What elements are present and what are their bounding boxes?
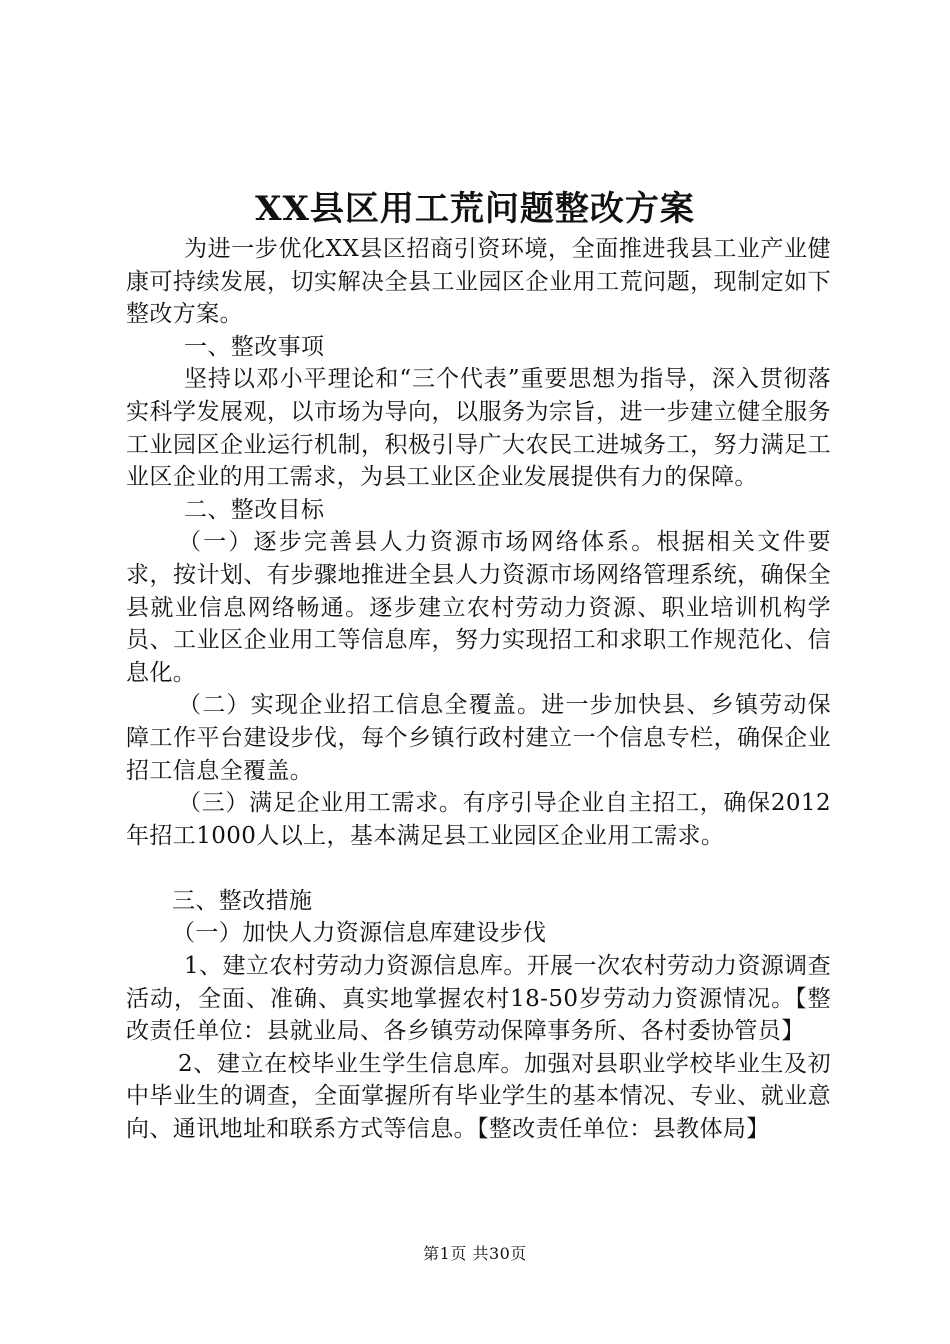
section-heading-2: 二、整改目标 [184, 496, 325, 523]
measure-1-paragraph: 1、建立农村劳动力资源信息库。开展一次农村劳动力资源调查活动，全面、准确、真实地掌握农村18-50岁劳动力资源情况。【整改责任单位：县就业局、各乡镇劳动保障事务所、各村委协管员】 [126, 953, 831, 1045]
section-heading-3: 三、整改措施 [172, 887, 313, 914]
goal-2-paragraph: （二）实现企业招工信息全覆盖。进一步加快县、乡镇劳动保障工作平台建设步伐，每个乡镇行政村建立一个信息专栏，确保企业招工信息全覆盖。 [126, 692, 831, 784]
goal-1-paragraph: （一）逐步完善县人力资源市场网络体系。根据相关文件要求，按计划、有步骤地推进全县人力资源市场网络管理系统，确保全县就业信息网络畅通。逐步建立农村劳动力资源、职业培训机构学员、工业区企业用工等信息库，努力实现招工和求职工作规范化、信息化。 [126, 529, 831, 686]
page-footer: 第1页 共30页 [423, 1244, 527, 1263]
document-title: XX县区用工荒问题整改方案 [255, 189, 695, 229]
goal-3-paragraph: （三）满足企业用工需求。有序引导企业自主招工，确保2012年招工1000人以上，基本满足县工业园区企业用工需求。 [126, 790, 831, 849]
section-heading-1: 一、整改事项 [184, 333, 325, 360]
measure-2-paragraph: 2、建立在校毕业生学生信息库。加强对县职业学校毕业生及初中毕业生的调查，全面掌握所有毕业学生的基本情况、专业、就业意向、通讯地址和联系方式等信息。【整改责任单位：县教体局】 [126, 1050, 831, 1143]
subsection-heading-1: （一）加快人力资源信息库建设步伐 [172, 920, 547, 947]
document-body [126, 233, 831, 1146]
intro-paragraph: 为进一步优化XX县区招商引资环境，全面推进我县工业产业健康可持续发展，切实解决全县工业园区企业用工荒问题，现制定如下整改方案。 [126, 236, 831, 328]
section-1-paragraph: 坚持以邓小平理论和“三个代表”重要思想为指导，深入贯彻落实科学发展观，以市场为导向，以服务为宗旨，进一步建立健全服务工业园区企业运行机制，积极引导广大农民工进城务工，努力满足工业区企业的用工需求，为县工业区企业发展提供有力的保障。 [126, 366, 831, 491]
blank-line [126, 852, 831, 885]
